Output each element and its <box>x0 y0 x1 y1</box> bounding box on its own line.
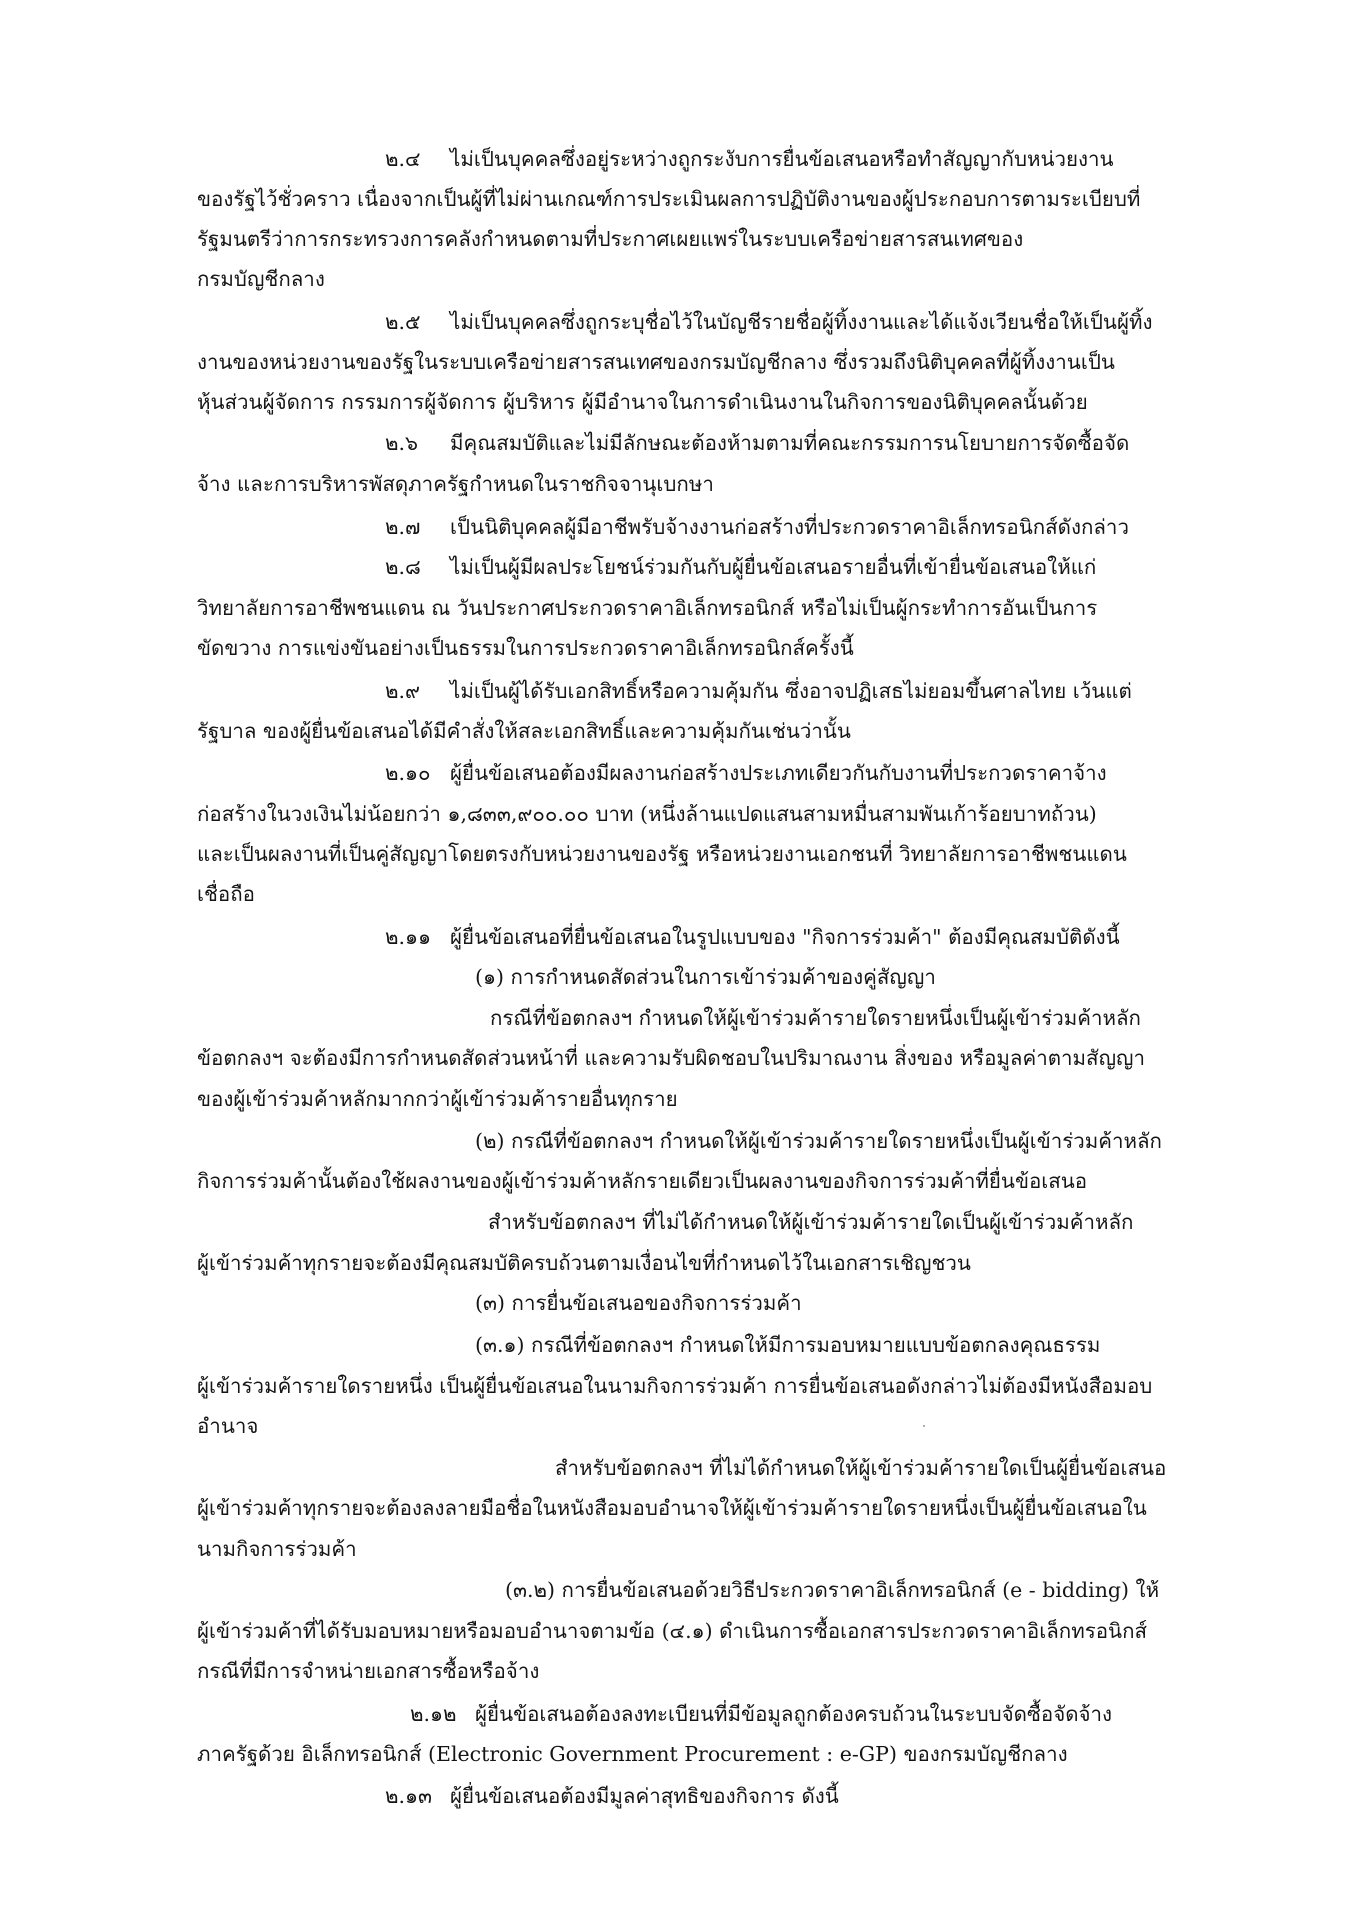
clause-number: ๒.๘ <box>385 555 421 579</box>
text-line <box>197 877 255 911</box>
line-text: (๓.๒) การยื่นข้อเสนอด้วยวิธีประกวดราคาอิเล็กทรอนิกส์ (e - bidding) ให้ <box>505 1578 1160 1602</box>
text-line <box>197 591 1097 625</box>
line-text: ก่อสร้างในวงเงินไม่น้อยกว่า ๑,๘๓๓,๙๐๐.๐๐ บาท (หนึ่งล้านแปดแสนสามหมื่นสามพันเก้าร้อยบาทถ้วน) <box>197 802 1097 826</box>
text-line <box>488 1205 1133 1239</box>
line-text: (๓) การยื่นข้อเสนอของกิจการร่วมค้า <box>475 1291 802 1315</box>
line-text: เป็นนิติบุคคลผู้มีอาชีพรับจ้างงานก่อสร้างที่ประกวดราคาอิเล็กทรอนิกส์ดังกล่าว <box>450 515 1129 539</box>
line-text: ไม่เป็นผู้ได้รับเอกสิทธิ์หรือความคุ้มกัน ซึ่งอาจปฏิเสธไม่ยอมขึ้นศาลไทย เว้นแต่ <box>450 679 1132 703</box>
text-line <box>197 1654 539 1688</box>
text-line <box>197 1246 971 1280</box>
line-text: (๓.๑) กรณีที่ข้อตกลงฯ กำหนดให้มีการมอบหมายแบบข้อตกลงคุณธรรม <box>475 1333 1101 1357</box>
clause-number: ๒.๗ <box>385 515 421 539</box>
line-text: กรณีที่ข้อตกลงฯ กำหนดให้ผู้เข้าร่วมค้ารายใดรายหนึ่งเป็นผู้เข้าร่วมค้าหลัก <box>490 1006 1141 1030</box>
text-line <box>197 1041 1145 1075</box>
clause-number: ๒.๕ <box>385 310 421 334</box>
line-text: ของผู้เข้าร่วมค้าหลักมากกว่าผู้เข้าร่วมค้ารายอื่นทุกราย <box>197 1087 678 1111</box>
text-line <box>197 714 851 748</box>
line-text: งานของหน่วยงานของรัฐในระบบเครือข่ายสารสนเทศของกรมบัญชีกลาง ซึ่งรวมถึงนิติบุคคลที่ผู้ทิ้งงานเป็น <box>197 350 1115 374</box>
line-text: และเป็นผลงานที่เป็นคู่สัญญาโดยตรงกับหน่วยงานของรัฐ หรือหน่วยงานเอกชนที่ วิทยาลัยการอาชีพชนแดน <box>197 842 1127 866</box>
text-line <box>475 960 936 994</box>
line-text: ภาครัฐด้วย อิเล็กทรอนิกส์ (Electronic Government Procurement : e-GP) ของกรมบัญชีกลาง <box>197 1742 1068 1766</box>
line-text: นามกิจการร่วมค้า <box>197 1537 357 1561</box>
line-text: ผู้ยื่นข้อเสนอต้องลงทะเบียนที่มีข้อมูลถูกต้องครบถ้วนในระบบจัดซื้อจัดจ้าง <box>475 1702 1113 1726</box>
line-text: ผู้ยื่นข้อเสนอต้องมีผลงานก่อสร้างประเภทเดียวกันกับงานที่ประกวดราคาจ้าง <box>450 761 1107 785</box>
line-text: ไม่เป็นบุคคลซึ่งถูกระบุชื่อไว้ในบัญชีรายชื่อผู้ทิ้งงานและได้แจ้งเวียนชื่อให้เป็นผู้ทิ้ง <box>450 310 1153 334</box>
text-line <box>475 1328 1100 1362</box>
line-text: ไม่เป็นผู้มีผลประโยชน์ร่วมกันกับผู้ยื่นข้อเสนอรายอื่นที่เข้ายื่นข้อเสนอให้แก่ <box>450 555 1097 579</box>
text-line <box>385 674 1132 708</box>
line-text: ไม่เป็นบุคคลซึ่งอยู่ระหว่างถูกระงับการยื่นข้อเสนอหรือทำสัญญากับหน่วยงาน <box>450 147 1114 171</box>
text-line <box>385 1779 839 1813</box>
scan-speck <box>923 1425 925 1427</box>
line-text: เชื่อถือ <box>197 882 255 906</box>
text-line <box>385 756 1107 790</box>
text-line <box>197 385 1088 419</box>
line-text: ของรัฐไว้ชั่วคราว เนื่องจากเป็นผู้ที่ไม่ผ่านเกณฑ์การประเมินผลการปฏิบัติงานของผู้ประกอบการตามระเบียบที่ <box>197 187 1141 211</box>
text-line <box>385 920 1120 954</box>
text-line <box>197 797 1097 831</box>
clause-number: ๒.๑๑ <box>385 925 432 949</box>
text-line <box>197 1164 1087 1198</box>
text-line <box>475 1124 1162 1158</box>
text-line <box>385 142 1114 176</box>
text-line <box>410 1697 1112 1731</box>
text-line <box>385 550 1096 584</box>
text-line <box>197 345 1115 379</box>
text-line <box>197 467 714 501</box>
line-text: กิจการร่วมค้านั้นต้องใช้ผลงานของผู้เข้าร่วมค้าหลักรายเดียวเป็นผลงานของกิจการร่วมค้าที่ยื่นข้อเสนอ <box>197 1169 1088 1193</box>
text-line <box>197 1409 258 1443</box>
clause-number: ๒.๔ <box>385 147 421 171</box>
line-text: มีคุณสมบัติและไม่มีลักษณะต้องห้ามตามที่คณะกรรมการนโยบายการจัดซื้อจัด <box>450 431 1130 455</box>
line-text: สำหรับข้อตกลงฯ ที่ไม่ได้กำหนดให้ผู้เข้าร่วมค้ารายใดเป็นผู้เข้าร่วมค้าหลัก <box>488 1210 1134 1234</box>
line-text: (๒) กรณีที่ข้อตกลงฯ กำหนดให้ผู้เข้าร่วมค้ารายใดรายหนึ่งเป็นผู้เข้าร่วมค้าหลัก <box>475 1129 1162 1153</box>
line-text: ผู้เข้าร่วมค้าทุกรายจะต้องมีคุณสมบัติครบถ้วนตามเงื่อนไขที่กำหนดไว้ในเอกสารเชิญชวน <box>197 1251 971 1275</box>
line-text: จ้าง และการบริหารพัสดุภาครัฐกำหนดในราชกิจจานุเบกษา <box>197 472 714 496</box>
line-text: กรณีที่มีการจำหน่ายเอกสารซื้อหรือจ้าง <box>197 1659 540 1683</box>
text-line <box>197 1614 1147 1648</box>
clause-number: ๒.๙ <box>385 679 421 703</box>
line-text: ข้อตกลงฯ จะต้องมีการกำหนดสัดส่วนหน้าที่ และความรับผิดชอบในปริมาณงาน สิ่งของ หรือมูลค่าตามสัญญา <box>197 1046 1146 1070</box>
line-text: วิทยาลัยการอาชีพชนแดน ณ วันประกาศประกวดราคาอิเล็กทรอนิกส์ หรือไม่เป็นผู้กระทำการอันเป็นการ <box>197 596 1098 620</box>
line-text: ผู้ยื่นข้อเสนอที่ยื่นข้อเสนอในรูปแบบของ "กิจการร่วมค้า" ต้องมีคุณสมบัติดังนี้ <box>450 925 1120 949</box>
text-line <box>197 182 1140 216</box>
line-text: รัฐบาล ของผู้ยื่นข้อเสนอได้มีคำสั่งให้สละเอกสิทธิ์และความคุ้มกันเช่นว่านั้น <box>197 719 851 743</box>
text-line <box>197 1369 1152 1403</box>
text-line <box>197 631 854 665</box>
text-line <box>385 510 1129 544</box>
line-text: ผู้ยื่นข้อเสนอต้องมีมูลค่าสุทธิของกิจการ ดังนี้ <box>450 1784 839 1808</box>
line-text: ขัดขวาง การแข่งขันอย่างเป็นธรรมในการประกวดราคาอิเล็กทรอนิกส์ครั้งนี้ <box>197 636 854 660</box>
line-text: (๑) การกำหนดสัดส่วนในการเข้าร่วมค้าของคู่สัญญา <box>475 965 936 989</box>
line-text: กรมบัญชีกลาง <box>197 267 325 291</box>
text-line <box>197 1082 678 1116</box>
clause-number: ๒.๑๐ <box>385 761 431 785</box>
line-text: รัฐมนตรีว่าการกระทรวงการคลังกำหนดตามที่ประกาศเผยแพร่ในระบบเครือข่ายสารสนเทศของ <box>197 227 1024 251</box>
text-line <box>385 426 1129 460</box>
text-line <box>197 1491 1147 1525</box>
text-line <box>385 305 1152 339</box>
text-line <box>197 837 1127 871</box>
line-text: ผู้เข้าร่วมค้าที่ได้รับมอบหมายหรือมอบอำนาจตามข้อ (๔.๑) ดำเนินการซื้อเอกสารประกวดราคาอิเล็กทรอนิกส์ <box>197 1619 1147 1643</box>
text-line <box>197 222 1023 256</box>
text-line <box>197 1737 1068 1771</box>
line-text: อำนาจ <box>197 1414 259 1438</box>
text-line <box>197 262 325 296</box>
line-text: ผู้เข้าร่วมค้าทุกรายจะต้องลงลายมือชื่อในหนังสือมอบอำนาจให้ผู้เข้าร่วมค้ารายใดรายหนึ่งเป็นผู้ยื่นข้อเสนอใน <box>197 1496 1147 1520</box>
clause-number: ๒.๑๒ <box>410 1702 457 1726</box>
text-line <box>475 1286 802 1320</box>
line-text: ผู้เข้าร่วมค้ารายใดรายหนึ่ง เป็นผู้ยื่นข้อเสนอในนามกิจการร่วมค้า การยื่นข้อเสนอดังกล่าวไม่ต้องมีหนังสือมอบ <box>197 1374 1153 1398</box>
text-line <box>555 1451 1166 1485</box>
line-text: สำหรับข้อตกลงฯ ที่ไม่ได้กำหนดให้ผู้เข้าร่วมค้ารายใดเป็นผู้ยื่นข้อเสนอ <box>555 1456 1167 1480</box>
line-text: หุ้นส่วนผู้จัดการ กรรมการผู้จัดการ ผู้บริหาร ผู้มีอำนาจในการดำเนินงานในกิจการของนิติบุคคลนั้นด้วย <box>197 390 1088 414</box>
text-line <box>197 1532 357 1566</box>
text-line <box>490 1001 1141 1035</box>
clause-number: ๒.๑๓ <box>385 1784 433 1808</box>
text-line <box>505 1573 1159 1607</box>
clause-number: ๒.๖ <box>385 431 419 455</box>
